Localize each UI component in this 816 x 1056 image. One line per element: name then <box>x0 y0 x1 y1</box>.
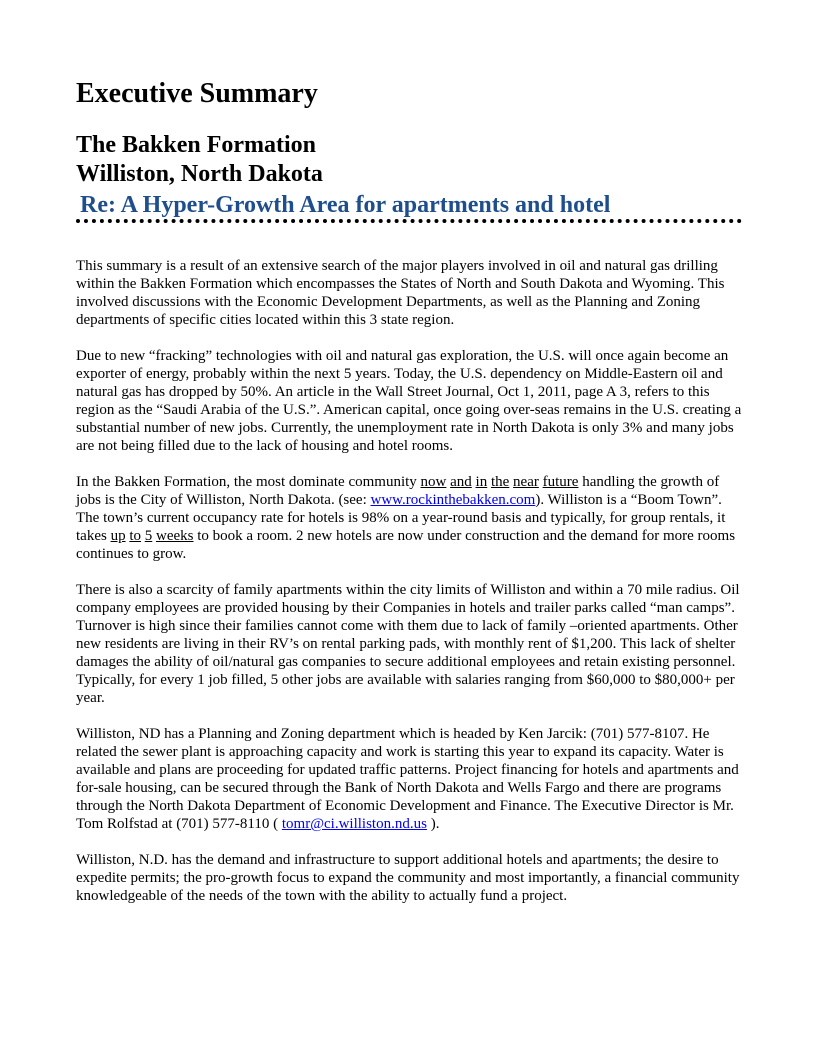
text-segment: In the Bakken Formation, the most dominate community <box>76 474 421 490</box>
underlined-word: 5 <box>144 528 153 544</box>
subtitle-formation: The Bakken Formation <box>76 132 317 158</box>
subtitle-re-line: Re: A Hyper-Growth Area for apartments and hotel <box>80 192 611 218</box>
paragraph-planning <box>76 725 744 833</box>
underlined-word: near <box>513 474 539 490</box>
text-segment: handling the growth of jobs is the City of Williston, North Dakota. (see: <box>76 474 720 508</box>
underlined-word: weeks <box>156 528 194 544</box>
paragraph-intro: This summary is a result of an extensive search of the major players involved in oil and natural gas drilling within the Bakken Formation which encompasses the States of North and South Dakota and Wyoming. This involved discussions with the Economic Development Departments, as well as the Planning and Zoning departments of specific cities located within this 3 state region. <box>76 258 725 328</box>
underlined-word: up <box>110 528 126 544</box>
underlined-word: future <box>542 474 579 490</box>
page-title: Executive Summary <box>76 78 318 109</box>
text-segment: to book a room. 2 new hotels are now under construction and the demand for more rooms continues to grow. <box>76 528 736 562</box>
rockinthebakken-link[interactable]: www.rockinthebakken.com <box>370 492 536 508</box>
text-segment: Williston, ND has a Planning and Zoning department which is headed by Ken Jarcik: (701) 577-8107. He related the sewer plant is approaching capacity and work is starting this year to expand its capacity. Water is available and plans are proceeding for updated traffic patterns. Project financing for hotels and apartments and for-sale housing, can be secured through the Bank of North Dakota and Wells Fargo and there are programs through the North Dakota Department of Economic Development and Finance. The Executive Director is Mr. Tom Rolfstad at (701) 577-8110 ( <box>76 726 739 832</box>
underlined-word: the <box>490 474 510 490</box>
dotted-divider <box>76 219 742 223</box>
text-segment: ). <box>426 816 440 832</box>
underlined-word: and <box>450 474 472 490</box>
subtitle-location: Williston, North Dakota <box>76 161 323 187</box>
paragraph-conclusion: Williston, N.D. has the demand and infrastructure to support additional hotels and apartments; the desire to expedite permits; the pro-growth focus to expand the community and most importantly, a financial community knowledgeable of the needs of the town with the ability to actually fund a project. <box>76 852 740 904</box>
email-link[interactable]: tomr@ci.williston.nd.us <box>281 816 427 832</box>
paragraph-fracking: Due to new “fracking” technologies with oil and natural gas exploration, the U.S. will once again become an exporter of energy, probably within the next 5 years. Today, the U.S. dependency on Middle-Eastern oil and natural gas has dropped by 50%. An article in the Wall Street Journal, Oct 1, 2011, page A 3, refers to this region as the “Saudi Arabia of the U.S.”. American capital, once going over-seas remains in the U.S. creating a substantial number of new jobs. Currently, the unemployment rate in North Dakota is only 3% and many jobs are not being filled due to the lack of housing and hotel rooms. <box>76 348 742 454</box>
underlined-word: in <box>475 474 488 490</box>
text-segment: ). Williston is a “Boom Town”. The town’s current occupancy rate for hotels is 98% on a year-round basis and typically, for group rentals, it takes <box>76 492 726 544</box>
paragraph-apartments: There is also a scarcity of family apartments within the city limits of Williston and within a 70 mile radius. Oil company employees are provided housing by their Companies in hotels and trailer parks called “man camps”. Turnover is high since their families cannot come with them due to lack of family –oriented apartments. Other new residents are living in their RV’s on rental parking pads, with monthly rent of $1,200. This lack of shelter damages the ability of oil/natural gas companies to secure additional employees and retain existing personnel. Typically, for every 1 job filled, 5 other jobs are available with salaries ranging from $60,000 to $80,000+ per year. <box>76 582 740 706</box>
summary-body <box>76 257 744 905</box>
underlined-word: to <box>129 528 141 544</box>
paragraph-williston <box>76 473 744 563</box>
underlined-word: now <box>420 474 447 490</box>
